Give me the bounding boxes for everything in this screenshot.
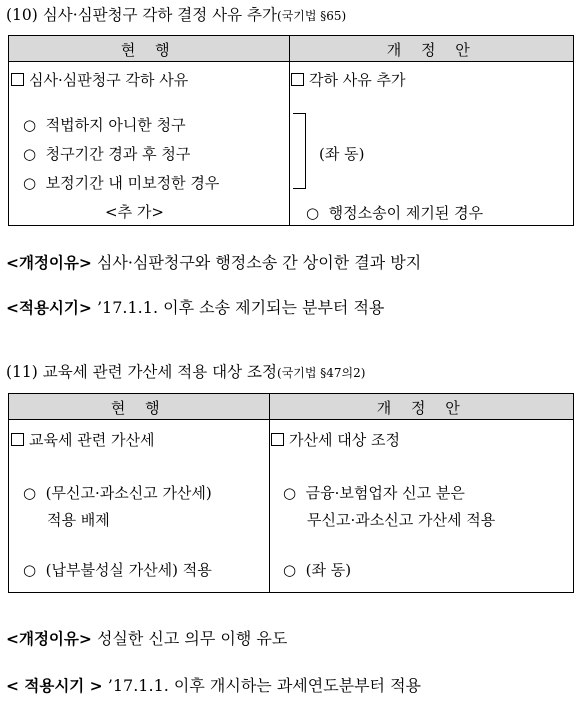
table-10-left-item: ○ 보정기간 내 미보정한 경우 bbox=[23, 174, 220, 192]
comparison-table-11 bbox=[8, 393, 574, 593]
apply-label: < 적용시기 > bbox=[6, 677, 103, 695]
section-10-apply bbox=[6, 295, 384, 318]
checkbox-square-icon bbox=[271, 433, 284, 446]
table-11-right-heading: 가산세 대상 조정 bbox=[271, 429, 400, 450]
checkbox-square-icon bbox=[11, 433, 24, 446]
checkbox-square-icon bbox=[291, 73, 304, 86]
reason-label: <개정이유> bbox=[6, 254, 92, 272]
section-11-title bbox=[6, 360, 365, 382]
table-11-left-heading: 교육세 관련 가산세 bbox=[11, 429, 154, 450]
section-10-title-text: (10) 심사·심판청구 각하 결정 사유 추가 bbox=[6, 6, 278, 24]
table-11-right-item: ○ 금융·보험업자 신고 분은 bbox=[283, 484, 465, 502]
table-10-left-item: ○ 청구기간 경과 후 청구 bbox=[23, 145, 191, 163]
bracket-icon bbox=[293, 113, 306, 189]
section-11-reason bbox=[6, 626, 287, 649]
table-11-header-proposed: 개 정 안 bbox=[376, 399, 468, 417]
reason-text: 심사·심판청구와 행정소송 간 상이한 결과 방지 bbox=[96, 253, 422, 272]
apply-text: ’17.1.1. 이후 개시하는 과세연도분부터 적용 bbox=[107, 676, 422, 695]
table-10-right-new: ○ 행정소송이 제기된 경우 bbox=[306, 204, 484, 222]
table-11-divider bbox=[269, 394, 270, 592]
section-11-title-text: (11) 교육세 관련 가산세 적용 대상 조정 bbox=[6, 363, 278, 381]
section-11-law-ref: (국기법 §47의2) bbox=[277, 366, 366, 380]
table-10-left-heading: 심사·심판청구 각하 사유 bbox=[11, 69, 188, 90]
table-10-divider bbox=[289, 36, 290, 225]
table-11-right-item: ○ (좌 동) bbox=[283, 561, 352, 579]
table-11-left-item-cont: 적용 배제 bbox=[47, 511, 110, 529]
reason-label: <개정이유> bbox=[6, 630, 92, 648]
section-11-apply bbox=[6, 673, 421, 696]
comparison-table-10 bbox=[8, 35, 574, 226]
table-11-header-current: 현 행 bbox=[110, 399, 168, 417]
table-10-right-heading: 각하 사유 추가 bbox=[291, 69, 405, 90]
table-10-left-add: <추 가> bbox=[105, 203, 164, 221]
apply-text: ’17.1.1. 이후 소송 제기되는 분부터 적용 bbox=[96, 298, 385, 317]
table-11-left-item: ○ (무신고·과소신고 가산세) bbox=[23, 484, 212, 502]
apply-label: <적용시기> bbox=[6, 299, 92, 317]
table-10-left-item: ○ 적법하지 아니한 청구 bbox=[23, 116, 186, 134]
table-11-right-item-cont: 무신고·과소신고 가산세 적용 bbox=[307, 511, 496, 529]
section-10-reason bbox=[6, 250, 421, 273]
section-10-law-ref: (국기법 §65) bbox=[277, 9, 347, 23]
checkbox-square-icon bbox=[11, 73, 24, 86]
table-10-header-current: 현 행 bbox=[120, 41, 178, 59]
table-10-header-proposed: 개 정 안 bbox=[386, 41, 478, 59]
section-10-title bbox=[6, 3, 346, 25]
reason-text: 성실한 신고 의무 이행 유도 bbox=[96, 629, 288, 648]
table-10-right-same: (좌 동) bbox=[319, 145, 365, 163]
table-11-left-item: ○ (납부불성실 가산세) 적용 bbox=[23, 561, 212, 579]
